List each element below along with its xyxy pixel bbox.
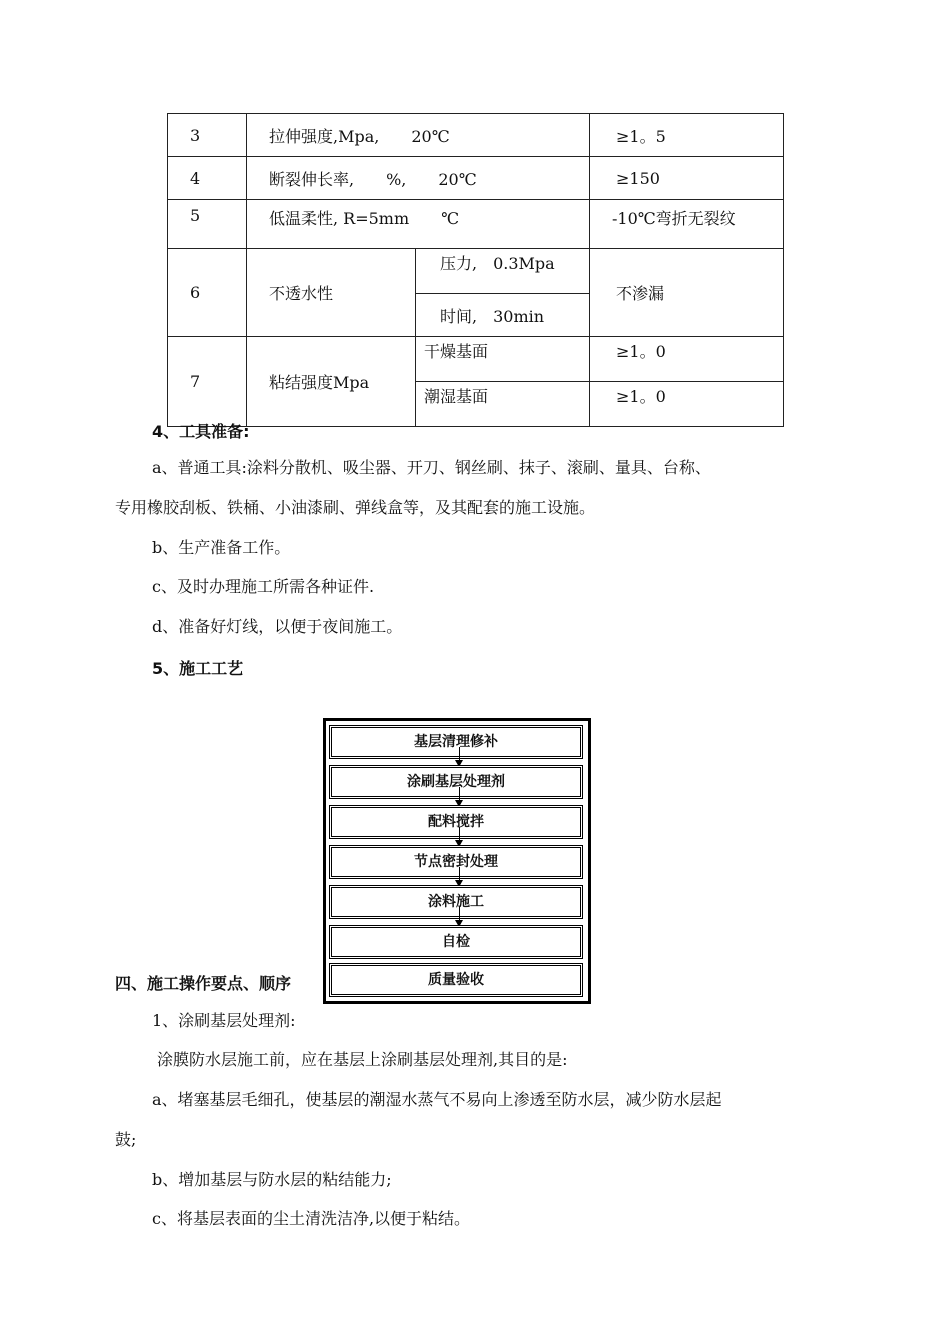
row-requirement: ≥1。5	[590, 114, 784, 157]
row-requirement: 不渗漏	[590, 249, 784, 337]
flow-arrow	[459, 907, 460, 925]
row-number: 3	[168, 114, 247, 157]
row-item: 断裂伸长率, %, 20℃	[247, 157, 590, 200]
table-row	[168, 200, 784, 249]
flow-step: 涂料施工	[329, 885, 583, 919]
flow-arrow	[459, 787, 460, 805]
row-subitem: 潮湿基面	[416, 382, 590, 427]
flow-step: 节点密封处理	[329, 845, 583, 879]
flow-arrow	[459, 867, 460, 885]
row-item: 拉伸强度,Mpa, 20℃	[247, 114, 590, 157]
row-requirement: -10℃弯折无裂纹	[590, 200, 784, 249]
flow-step: 配料搅拌	[329, 805, 583, 839]
row-item: 低温柔性, R=5mm ℃	[247, 200, 590, 249]
row-number: 5	[168, 200, 247, 249]
paragraph-tools-a2: 专用橡胶刮板、铁桶、小油漆刷、弹线盒等，及其配套的施工设施。	[115, 498, 596, 517]
section-heading-tools: 4、工具准备:	[152, 422, 250, 441]
row-requirement: ≥150	[590, 157, 784, 200]
row-subitem: 压力, 0.3Mpa	[416, 249, 590, 294]
paragraph-tools-b: b、生产准备工作。	[152, 538, 291, 557]
table-row	[168, 337, 784, 382]
paragraph-tools-c: c、及时办理施工所需各种证件.	[152, 577, 375, 596]
row-number: 7	[168, 337, 247, 427]
row-item: 粘结强度Mpa	[247, 337, 416, 427]
table-row	[168, 249, 784, 294]
row-number: 4	[168, 157, 247, 200]
paragraph-purpose-a2: 鼓;	[115, 1130, 137, 1149]
flow-arrow	[459, 747, 460, 765]
table-row	[168, 114, 784, 157]
process-flowchart	[323, 718, 591, 1004]
table-row	[168, 157, 784, 200]
flow-step: 质量验收	[329, 963, 583, 997]
flow-step: 基层清理修补	[329, 725, 583, 759]
flow-arrow	[459, 827, 460, 845]
section-heading-process: 5、施工工艺	[152, 659, 244, 678]
row-subitem: 干燥基面	[416, 337, 590, 382]
paragraph-tools-a1: a、普通工具:涂料分散机、吸尘器、开刀、钢丝刷、抹子、滚刷、量具、台称、	[152, 458, 711, 477]
row-item: 不透水性	[247, 249, 416, 337]
paragraph-purpose-a1: a、堵塞基层毛细孔，使基层的潮湿水蒸气不易向上渗透至防水层，减少防水层起	[152, 1090, 722, 1109]
row-requirement: ≥1。0	[590, 382, 784, 427]
section-heading-operation: 四、施工操作要点、顺序	[115, 974, 292, 993]
paragraph-item1: 1、涂刷基层处理剂:	[152, 1011, 296, 1030]
flow-step: 涂刷基层处理剂	[329, 765, 583, 799]
row-number: 6	[168, 249, 247, 337]
spec-table	[167, 113, 784, 427]
paragraph-intro: 涂膜防水层施工前，应在基层上涂刷基层处理剂,其目的是:	[157, 1050, 568, 1069]
paragraph-purpose-b: b、增加基层与防水层的粘结能力;	[152, 1170, 392, 1189]
paragraph-purpose-c: c、将基层表面的尘土清洗洁净,以便于粘结。	[152, 1209, 471, 1228]
row-requirement: ≥1。0	[590, 337, 784, 382]
row-subitem: 时间, 30min	[416, 294, 590, 337]
paragraph-tools-d: d、准备好灯线，以便于夜间施工。	[152, 617, 403, 636]
flow-step: 自检	[329, 925, 583, 959]
